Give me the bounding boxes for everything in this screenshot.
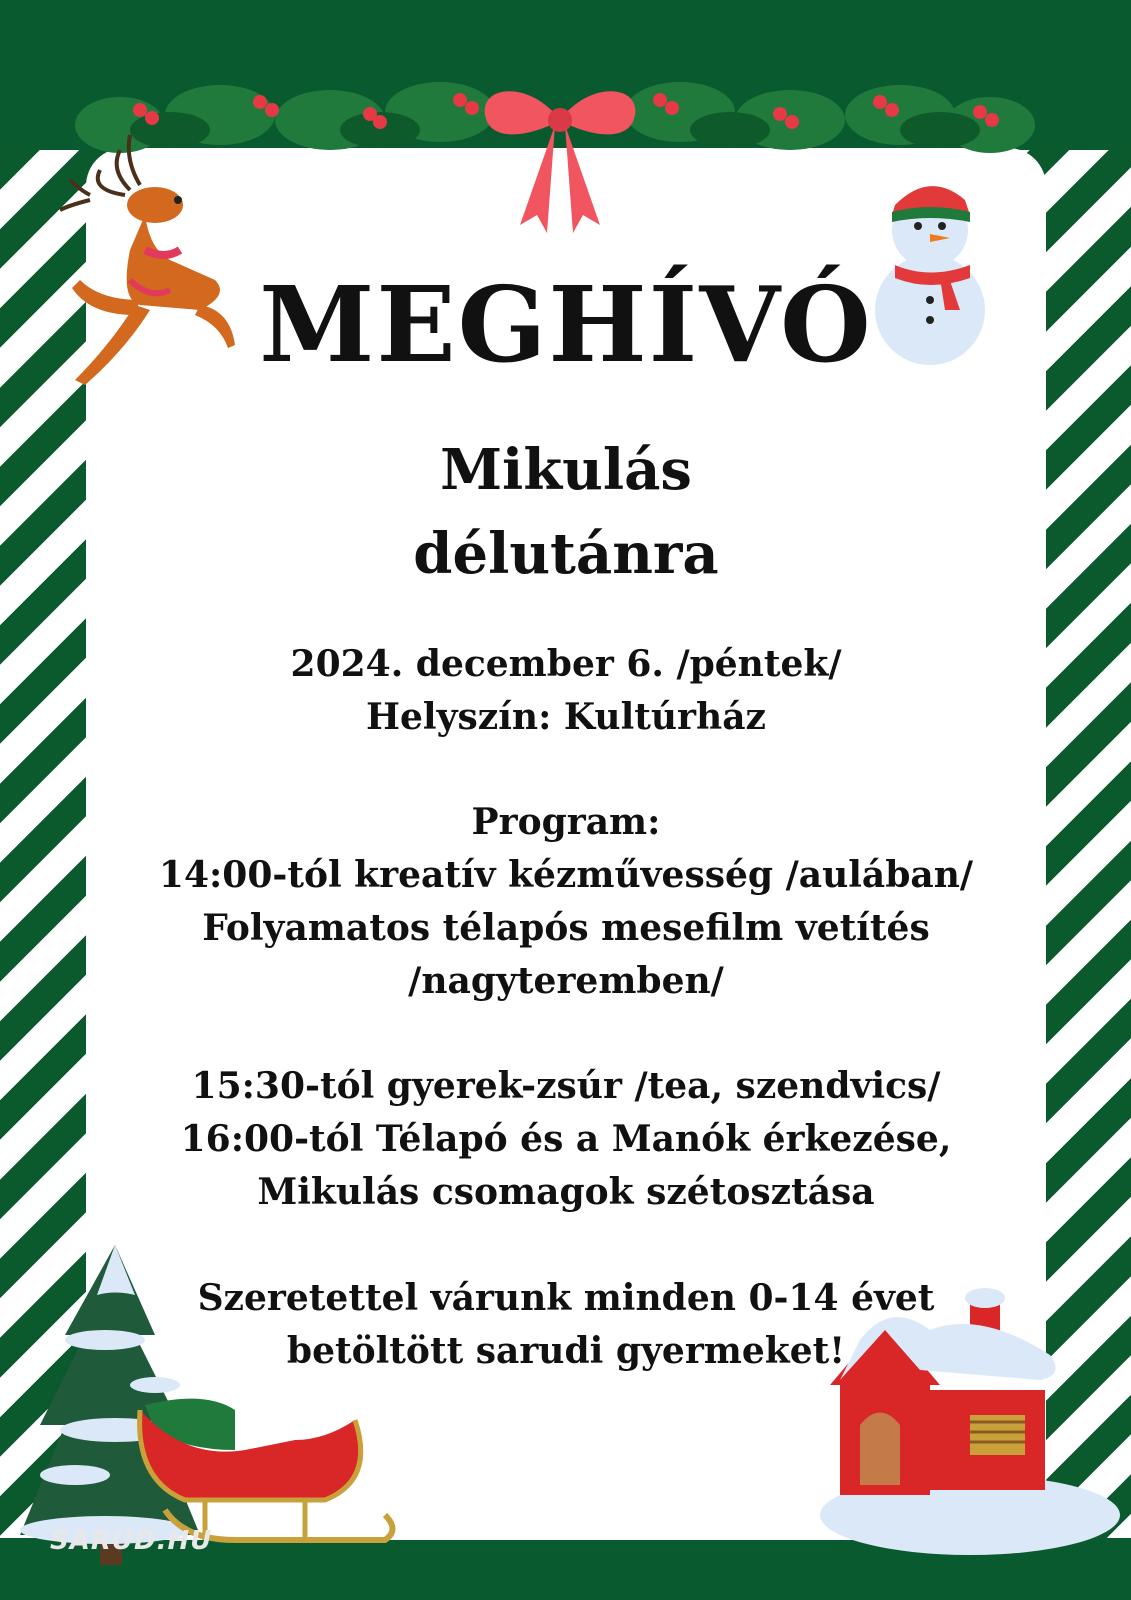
program-item: Mikulás csomagok szétosztása (257, 1171, 875, 1213)
program-heading: Program: (471, 801, 661, 843)
subtitle-line-2: délutánra (413, 521, 719, 587)
event-details (86, 638, 1046, 744)
invitation-subtitle (86, 428, 1046, 596)
watermark: SARUD.HU (50, 1526, 213, 1556)
program-item: 15:30-tól gyerek-zsúr /tea, szendvics/ (191, 1065, 941, 1107)
bow-icon (475, 75, 645, 240)
program-item: /nagyteremben/ (408, 960, 724, 1002)
program-item: Folyamatos télapós mesefilm vetítés (202, 907, 930, 949)
program-item: 16:00-tól Télapó és a Manók érkezése, (180, 1118, 952, 1160)
subtitle-line-1: Mikulás (440, 437, 692, 503)
closing-message (86, 1272, 1046, 1378)
event-date: 2024. december 6. /péntek/ (290, 643, 842, 685)
event-venue: Helyszín: Kultúrház (366, 696, 766, 738)
closing-line-2: betöltött sarudi gyermeket! (286, 1330, 846, 1372)
program-section-2 (86, 1060, 1046, 1219)
program-item: 14:00-tól kreatív kézművesség /aulában/ (158, 854, 974, 896)
invitation-title: MEGHÍVÓ (259, 263, 873, 386)
closing-line-1: Szeretettel várunk minden 0-14 évet (197, 1277, 935, 1319)
program-section (86, 796, 1046, 1008)
